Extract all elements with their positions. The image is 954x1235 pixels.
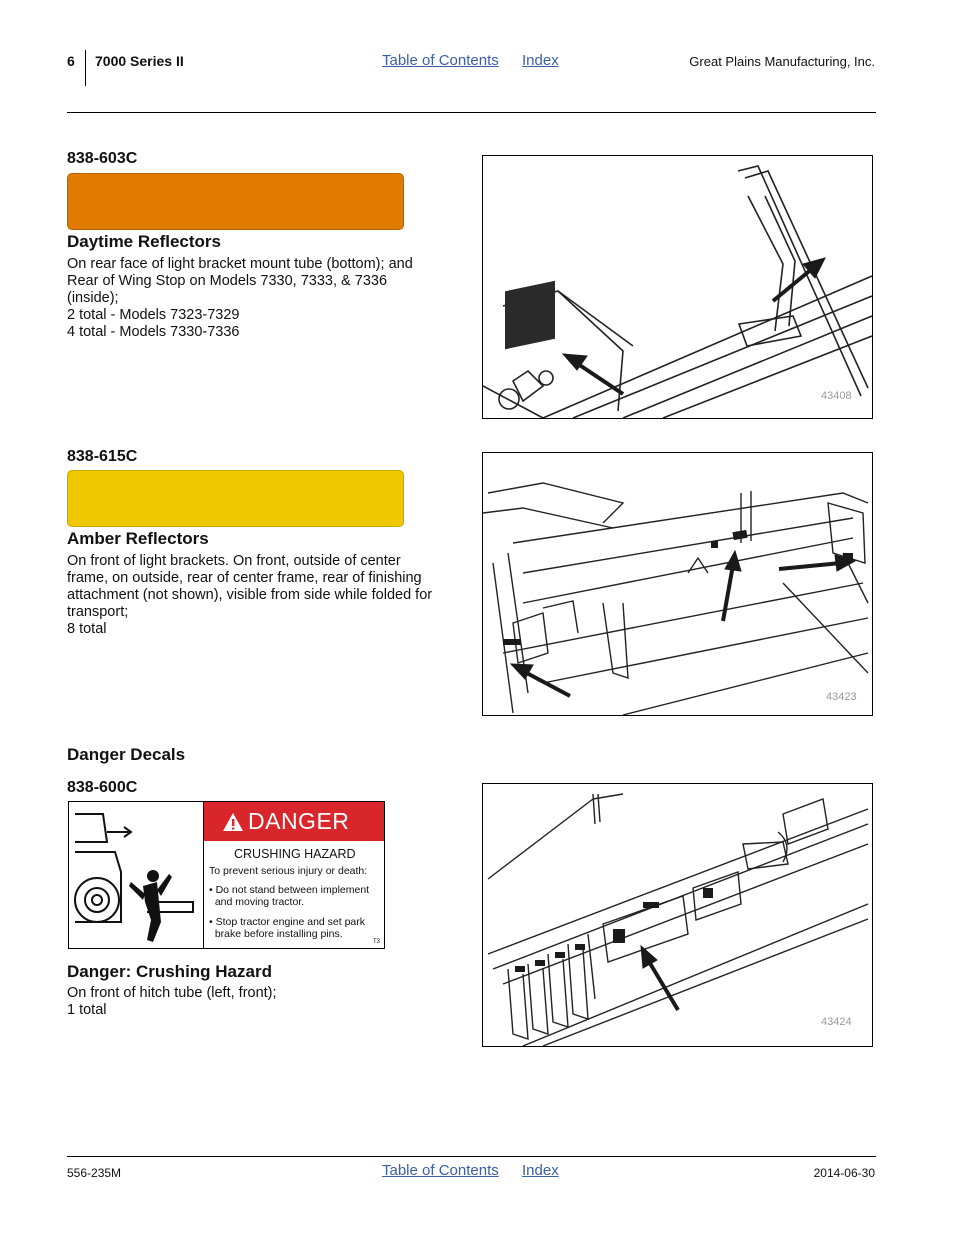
figure-number: 43423	[826, 691, 857, 703]
body-line: On front of hitch tube (left, front);	[67, 985, 277, 1001]
company-name: Great Plains Manufacturing, Inc.	[689, 54, 875, 69]
doc-number: 556-235M	[67, 1166, 122, 1180]
reflector-swatch-orange	[67, 173, 404, 230]
footer-toc-link[interactable]: Table of Contents	[382, 1162, 499, 1179]
section-body-amber-reflectors	[67, 553, 462, 638]
decal-mark	[555, 952, 565, 958]
header-toc-link[interactable]: Table of Contents	[382, 52, 499, 69]
figure-number: 43408	[821, 390, 852, 402]
body-line: On front of light brackets. On front, outside of center	[67, 553, 401, 569]
body-line: 8 total	[67, 621, 107, 637]
decal-intro: To prevent serious injury or death:	[209, 865, 368, 877]
reflector-mark	[732, 530, 747, 540]
reflector-swatch-amber	[67, 470, 404, 527]
body-line: On rear face of light bracket mount tube (bottom); and	[67, 256, 413, 272]
footer-rule	[67, 1156, 876, 1157]
doc-date: 2014-06-30	[813, 1166, 875, 1180]
figure-amber-reflectors	[482, 452, 873, 716]
section-body-crushing-hazard	[67, 985, 462, 1019]
part-number-838-615c: 838-615C	[67, 448, 138, 465]
section-body-daytime-reflectors	[67, 256, 462, 341]
machine-drawing	[483, 453, 872, 715]
part-number-838-600c: 838-600C	[67, 779, 138, 796]
body-line: 1 total	[67, 1002, 107, 1018]
body-line: transport;	[67, 604, 129, 620]
reflector-mark	[711, 541, 718, 548]
body-line: 2 total - Models 7323-7329	[67, 307, 240, 323]
reflector-mark	[503, 639, 521, 645]
machine-drawing	[483, 784, 872, 1046]
body-line: (inside);	[67, 290, 119, 306]
decal-bullet-line: • Stop tractor engine and set park	[209, 916, 366, 928]
decal-mark	[643, 902, 659, 908]
decal-hazard-title: CRUSHING HAZARD	[234, 847, 356, 861]
decal-bullet-line: • Do not stand between implement	[209, 884, 370, 896]
footer-index-link[interactable]: Index	[522, 1162, 559, 1179]
figure-number: 43424	[821, 1016, 852, 1028]
page-number: 6	[67, 53, 75, 69]
doc-title: 7000 Series II	[95, 53, 184, 69]
part-number-838-603c: 838-603C	[67, 150, 138, 167]
body-line: frame, on outside, rear of center frame, rear of finishing	[67, 570, 422, 586]
figure-daytime-reflectors	[482, 155, 873, 419]
decal-mark	[535, 960, 545, 966]
section-title-crushing-hazard: Danger: Crushing Hazard	[67, 962, 272, 981]
reflector-mark	[505, 281, 555, 350]
decal-bullet-line: and moving tractor.	[209, 896, 305, 908]
danger-decal	[68, 801, 385, 949]
header-divider	[85, 50, 86, 86]
figure-danger-decal-location	[482, 783, 873, 1047]
section-title-amber-reflectors: Amber Reflectors	[67, 529, 209, 548]
machine-drawing	[483, 156, 872, 418]
decal-mark	[703, 888, 713, 898]
section-title-daytime-reflectors: Daytime Reflectors	[67, 232, 222, 251]
decal-mark	[613, 929, 625, 943]
crushing-hazard-pictogram	[69, 802, 204, 948]
crushing-hazard-icon	[69, 802, 203, 948]
body-line: attachment (not shown), visible from side while folded for	[67, 587, 433, 603]
body-line: 4 total - Models 7330-7336	[67, 324, 240, 340]
decal-mark	[515, 966, 525, 972]
decal-header	[204, 802, 384, 841]
section-heading-danger-decals: Danger Decals	[67, 745, 186, 764]
body-line: Rear of Wing Stop on Models 7330, 7333, & 7336	[67, 273, 388, 289]
header-rule	[67, 112, 876, 113]
warning-triangle-icon	[222, 812, 244, 832]
header-index-link[interactable]: Index	[522, 52, 559, 69]
decal-signal-word: DANGER	[248, 808, 350, 834]
decal-mark	[575, 944, 585, 950]
decal-bullet-line: brake before installing pins.	[209, 928, 343, 940]
decal-code: T3	[373, 939, 381, 945]
